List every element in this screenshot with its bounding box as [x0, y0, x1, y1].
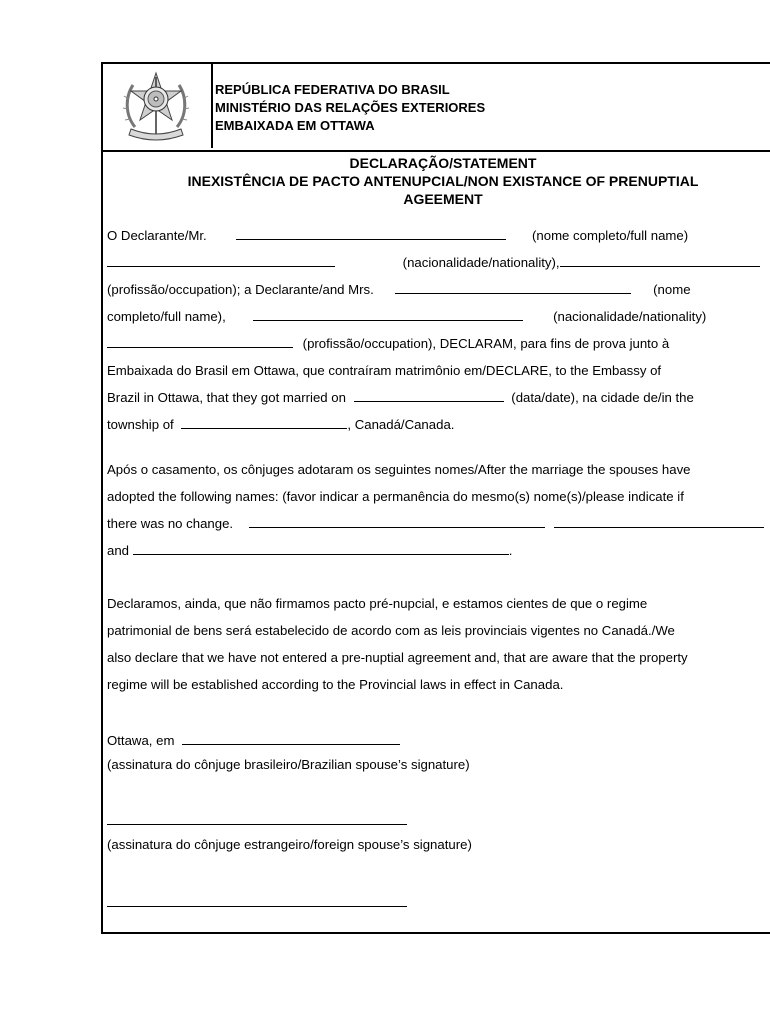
regime-line-1: Declaramos, ainda, que não firmamos pacto pré-nupcial, e estamos cientes de que o regime	[107, 596, 648, 611]
document-title	[103, 154, 770, 208]
signing-date-field[interactable]	[182, 732, 400, 745]
issuing-authority	[215, 81, 485, 135]
husband-occupation-field[interactable]	[107, 254, 335, 267]
declaration-line-2: (nacionalidade/nationality),	[107, 249, 770, 276]
seal-cell	[103, 64, 213, 148]
declaration-line-5: (profissão/occupation), DECLARAM, para fins de prova junto à	[107, 330, 770, 357]
foreign-spouse-signature-label: (assinatura do cônjuge estrangeiro/foreign spouse’s signature)	[107, 837, 472, 852]
regime-line-2: patrimonial de bens será estabelecido de acordo com as leis provinciais vigentes no Canadá./We	[107, 623, 675, 638]
title-line-3: AGEEMENT	[403, 191, 483, 207]
marriage-date-field[interactable]	[354, 389, 504, 402]
declaration-line-7: Brazil in Ottawa, that they got married on (data/date), na cidade de/in the	[107, 390, 694, 405]
declaration-form-frame	[101, 62, 770, 934]
wife-full-name-field[interactable]	[395, 281, 631, 294]
township-field[interactable]	[181, 416, 347, 429]
embassy-name: EMBAIXADA EM OTTAWA	[215, 118, 375, 133]
place-date-line: Ottawa, em	[107, 732, 400, 748]
declaration-line-1: O Declarante/Mr. (nome completo/full name)	[107, 228, 689, 243]
wife-nationality-blank[interactable]	[253, 308, 523, 321]
declaration-line-6: Embaixada do Brasil em Ottawa, que contraíram matrimônio em/DECLARE, to the Embassy of	[107, 363, 662, 378]
brazil-coat-of-arms-icon	[121, 69, 191, 145]
brazilian-spouse-signature-label: (assinatura do cônjuge brasileiro/Brazilian spouse’s signature)	[107, 757, 470, 772]
declaration-line-3: (profissão/occupation); a Declarante/and Mrs. (nome	[107, 282, 691, 297]
property-regime-paragraph	[107, 590, 770, 698]
declaration-line-4: completo/full name), (nacionalidade/nationality)	[107, 309, 707, 324]
letterhead	[103, 64, 770, 152]
husband-nationality-field[interactable]	[560, 254, 760, 267]
republic-name: REPÚBLICA FEDERATIVA DO BRASIL	[215, 82, 450, 97]
names-line-4: and .	[107, 543, 513, 558]
names-line-2: adopted the following names: (favor indicar a permanência do mesmo(s) nome(s)/please indicate if	[107, 489, 684, 504]
regime-line-3: also declare that we have not entered a pre-nuptial agreement and, that are aware that the property	[107, 650, 688, 665]
brazilian-spouse-signature-line[interactable]	[107, 824, 407, 825]
names-paragraph	[107, 456, 770, 564]
declaration-paragraph	[107, 222, 770, 438]
ministry-name: MINISTÉRIO DAS RELAÇÕES EXTERIORES	[215, 100, 486, 115]
foreign-spouse-signature-line[interactable]	[107, 906, 407, 907]
adopted-name-3-field[interactable]	[133, 542, 509, 555]
title-line-1: DECLARAÇÃO/STATEMENT	[349, 155, 537, 171]
regime-line-4: regime will be established according to the Provincial laws in effect in Canada.	[107, 677, 564, 692]
names-line-1: Após o casamento, os cônjuges adotaram os seguintes nomes/After the marriage the spouses have	[107, 462, 691, 477]
wife-occupation-field[interactable]	[107, 335, 293, 348]
title-line-2: INEXISTÊNCIA DE PACTO ANTENUPCIAL/NON EXISTANCE OF PRENUPTIAL	[187, 173, 699, 189]
husband-full-name-field[interactable]	[236, 227, 506, 240]
adopted-name-2-field[interactable]	[554, 515, 764, 528]
adopted-name-1-field[interactable]	[249, 515, 545, 528]
names-line-3: there was no change.	[107, 510, 770, 537]
declaration-line-8: township of , Canadá/Canada.	[107, 417, 455, 432]
